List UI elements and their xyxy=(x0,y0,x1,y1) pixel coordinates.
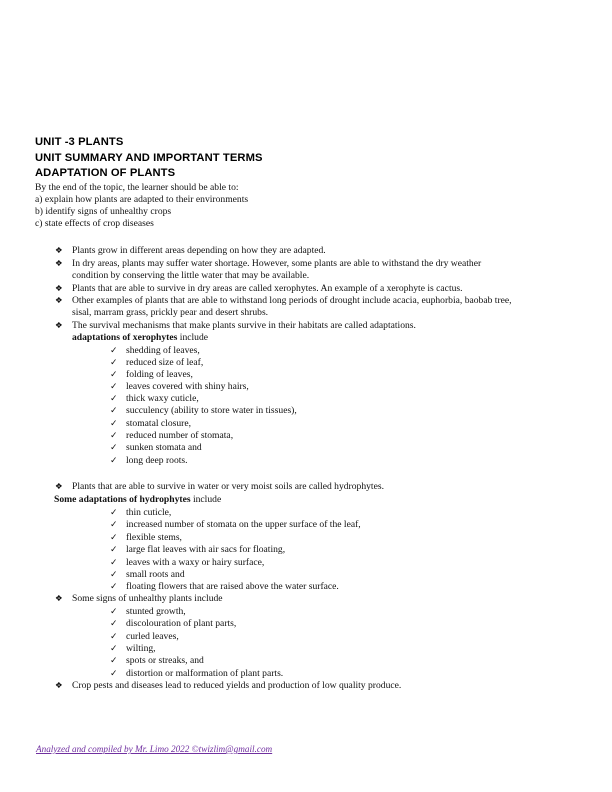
checkmark-icon: ✓ xyxy=(110,381,118,391)
unit-heading: UNIT -3 PLANTS xyxy=(35,136,124,148)
diamond-bullet-icon: ❖ xyxy=(55,283,63,293)
footer-credit: Analyzed and compiled by Mr. Limo 2022 ©twizlim@gmail.com xyxy=(36,744,273,754)
checkmark-icon: ✓ xyxy=(110,643,118,653)
diamond-bullet-icon: ❖ xyxy=(55,680,63,690)
checkmark-icon: ✓ xyxy=(110,581,118,591)
diamond-bullet-icon: ❖ xyxy=(55,593,63,603)
checkmark-icon: ✓ xyxy=(110,557,118,567)
checkmark-icon: ✓ xyxy=(110,430,118,440)
diamond-bullet-icon: ❖ xyxy=(55,320,63,330)
checkmark-icon: ✓ xyxy=(110,442,118,452)
checkmark-icon: ✓ xyxy=(110,532,118,542)
checkmark-icon: ✓ xyxy=(110,405,118,415)
checkmark-icon: ✓ xyxy=(110,507,118,517)
hydrophytes-label: Some adaptations of hydrophytes include xyxy=(54,494,222,505)
checkmark-icon: ✓ xyxy=(110,418,118,428)
diamond-bullet-icon: ❖ xyxy=(55,258,63,268)
checkmark-icon: ✓ xyxy=(110,668,118,678)
checkmark-icon: ✓ xyxy=(110,569,118,579)
objectives-intro: By the end of the topic, the learner should be able to: xyxy=(35,182,239,193)
objective-a: a) explain how plants are adapted to their environments xyxy=(35,194,249,205)
summary-heading: UNIT SUMMARY AND IMPORTANT TERMS xyxy=(35,152,263,164)
checkmark-icon: ✓ xyxy=(110,631,118,641)
checkmark-icon: ✓ xyxy=(110,455,118,465)
checkmark-icon: ✓ xyxy=(110,369,118,379)
checkmark-icon: ✓ xyxy=(110,606,118,616)
checkmark-icon: ✓ xyxy=(110,519,118,529)
diamond-bullet-icon: ❖ xyxy=(55,295,63,305)
objective-c: c) state effects of crop diseases xyxy=(35,218,154,229)
checkmark-icon: ✓ xyxy=(110,393,118,403)
diamond-bullet-icon: ❖ xyxy=(55,481,63,491)
objective-b: b) identify signs of unhealthy crops xyxy=(35,206,172,217)
topic-heading: ADAPTATION OF PLANTS xyxy=(35,167,176,179)
checkmark-icon: ✓ xyxy=(110,345,118,355)
diamond-bullet-icon: ❖ xyxy=(55,245,63,255)
checkmark-icon: ✓ xyxy=(110,655,118,665)
checkmark-icon: ✓ xyxy=(110,544,118,554)
checkmark-icon: ✓ xyxy=(110,357,118,367)
document-page: UNIT -3 PLANTS UNIT SUMMARY AND IMPORTANT TERMS ADAPTATION OF PLANTS By the end of the topic, the learner should be able to: a) explain how plants are adapted to their environments b) identify signs of unhealthy crops c) state effects of crop diseases ❖ Plants grow in different areas depending on how they are adapted. ❖ In dry areas, plants may suffer water shortage. However, some plants are able to withstand the dry weather condition by conserving the little water that may be available. ❖ Plants that are able to survive in dry areas are called xerophytes. An example of a xerophyte is cactus. ❖ Other examples of plants that are able to withstand long periods of drought include acacia, euphorbia, baobab tree, sisal, marram grass, prickly pear and desert shrubs. ❖ The survival mechanisms that make plants survive in their habitats are called adaptations. adaptations of xerophytes include ✓ shedding of leaves, ✓ reduced size of leaf, ✓ folding of leaves, ✓ leaves covered with shiny hairs, ✓ thick waxy cuticle, ✓ succulency (ability to store water in tissues), ✓ stomatal closure, ✓ reduced number of stomata, ✓ sunken stomata and ✓ long deep roots. ❖ Plants that are able to survive in water or very moist soils are called hydrophytes. Some adaptations of hydrophytes include ✓ thin cuticle, ✓ increased number of stomata on the upper surface of the leaf, ✓ flexible stems, ✓ large flat leaves with air sacs for floating, ✓ leaves with a waxy or hairy surface, ✓ small roots and ✓ floating flowers that are raised above the water surface. ❖ Some signs of unhealthy plants include ✓ stunted growth, ✓ discolouration of plant parts, ✓ curled leaves, ✓ wilting, ✓ spots or streaks, and ✓ distortion or malformation of plant parts. ❖ Crop pests and diseases lead to reduced yields and production of low quality produce. Analyzed and compiled by Mr. Limo 2022 ©twizlim@gmail.com xyxy=(35,136,512,754)
checkmark-icon: ✓ xyxy=(110,618,118,628)
